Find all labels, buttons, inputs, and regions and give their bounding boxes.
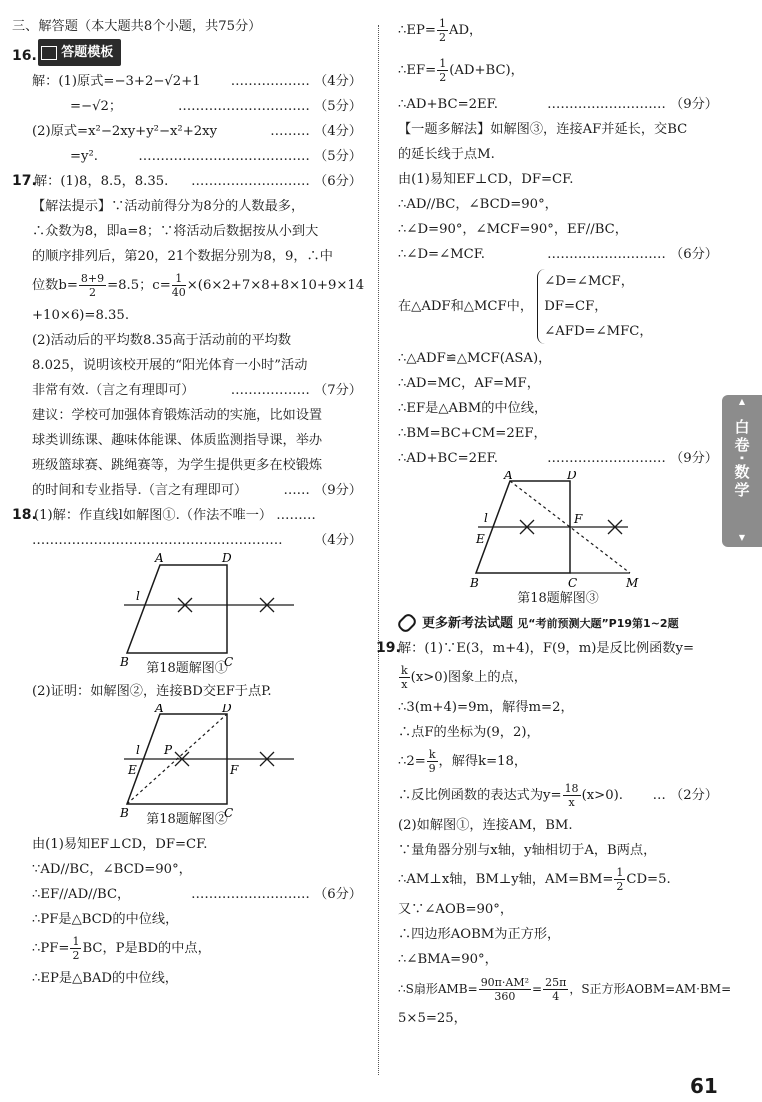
q17-line8: 8.025，说明该校开展的“阳光体育一小时”活动: [32, 357, 308, 373]
q18-right-line11: ∴△ADF≌△MCF(ASA)，: [398, 351, 552, 366]
more-questions-banner: 更多新考法试题 见“考前预测大题”P19第1~2题: [398, 611, 718, 636]
q17-line12: 班级篮球赛、跳绳赛等，为学生提供更多在校锻炼: [32, 457, 323, 473]
svg-text:M: M: [626, 576, 639, 590]
q16-header: [12, 39, 362, 69]
q18-line1: 18.(1)解：作直线l如解图①.（作法不唯一） ………: [12, 506, 316, 523]
q19-line7: (2)如解图①，连接AM，BM.: [398, 818, 573, 833]
q18-right-line10: 在△ADF和△MCF中， ∠D=∠MCF， DF=CF， ∠AFD=∠MFC，: [398, 269, 718, 344]
q18-line3: (2)证明：如解图②，连接BD交EF于点P.: [32, 683, 272, 699]
svg-text:B: B: [470, 576, 479, 590]
q19-line9: ∴AM⊥x轴，BM⊥y轴，AM=BM= $\frac{1}{2}$ CD=5.: [398, 866, 671, 893]
svg-text:E: E: [476, 532, 485, 546]
svg-text:C: C: [224, 805, 234, 820]
svg-text:D: D: [222, 552, 232, 565]
figure-18-2: [12, 704, 362, 826]
q18-right-line9: ∴∠D=∠MCF. ……………………… （6分）: [398, 247, 718, 262]
q19-line10: 又∵∠AOB=90°，: [398, 902, 514, 917]
q16-number: 16.: [12, 47, 37, 64]
section-title: 三、解答题（本大题共8个小题，共75分）: [12, 19, 262, 34]
q16-line2: =−√2； ………………………… （5分）: [70, 98, 362, 114]
q16-line1: 解：(1)原式=−3+2−√2+1 ……………… （4分）: [32, 73, 362, 89]
q18-right-line5: 的延长线于点M.: [398, 147, 495, 162]
q19-line11: ∴四边形AOBM为正方形，: [398, 927, 561, 942]
q17-line13: 的时间和专业指导.（言之有理即可） …… （9分）: [32, 482, 362, 498]
q18-line6: ∴EF//AD//BC， ……………………… （6分）: [32, 886, 362, 902]
svg-text:C: C: [568, 576, 578, 590]
q17-line7: (2)活动后的平均数8.35高于活动前的平均数: [32, 332, 292, 348]
svg-text:A: A: [504, 471, 513, 482]
svg-text:l: l: [484, 511, 488, 525]
svg-text:C: C: [224, 654, 234, 669]
q18-right-line13: ∴EF是△ABM的中位线，: [398, 401, 548, 416]
q18-right-line3: ∴AD+BC=2EF. ……………………… （9分）: [398, 97, 718, 112]
svg-text:A: A: [155, 703, 164, 715]
q17-line10: 建议：学校可加强体育锻炼活动的实施，比如设置: [32, 407, 323, 423]
q19-line4: ∴点F的坐标为(9，2)，: [398, 725, 540, 740]
left-column: [12, 14, 365, 991]
q17-line3: ∴众数为8，即a=8；∵将活动后数据按从小到大: [32, 223, 319, 239]
q18-right-line1: ∴EP= $\frac{1}{2}$ AD，: [398, 17, 483, 44]
svg-text:D: D: [222, 703, 232, 715]
answer-template-badge: 答题模板: [38, 39, 121, 66]
figure-18-3: [398, 471, 718, 607]
q16-line4: =y². ………………………………… （5分）: [70, 148, 362, 164]
q18-line7: ∴PF是△BCD的中位线，: [32, 911, 179, 927]
subject-side-tab-label: 白卷·数学: [732, 419, 751, 500]
svg-text:D: D: [567, 471, 577, 482]
q19-line2: $\frac{k}{x}$ (x>0)图象上的点，: [401, 664, 527, 691]
q18-right-line12: ∴AD=MC，AF=MF，: [398, 376, 540, 391]
q19-line12: ∴∠BMA=90°，: [398, 952, 498, 967]
q19-line1: 19.解：(1)∵E(3，m+4)，F(9，m)是反比例函数y=: [376, 640, 695, 656]
svg-text:F: F: [574, 512, 583, 526]
q17-line2: 【解法提示】∵活动前得分为8分的人数最多，: [32, 198, 305, 214]
q19-line13: ∴S扇形AMB= $\frac{\text{90π·AM²}}{360}$ = $\frac{25\pi}{4}$ ，S正方形AOBM=AM·BM=: [398, 976, 732, 1003]
svg-text:E: E: [128, 762, 137, 777]
svg-text:A: A: [155, 552, 164, 565]
right-column: [376, 14, 732, 1031]
q19-line8: ∵量角器分别与x轴，y轴相切于A，B两点，: [398, 843, 657, 858]
figure-18-3-svg: [398, 471, 718, 591]
q17-line4: 的顺序排列后，第20，21个数据分别为8，9，∴中: [32, 248, 333, 264]
q19-line3: ∴3(m+4)=9m，解得m=2，: [398, 700, 574, 715]
q18-right-line14: ∴BM=BC+CM=2EF，: [398, 426, 547, 441]
q17-line11: 球类训练课、趣味体能课、体质监测指导课，举办: [32, 432, 323, 448]
up-arrow-icon: ▲: [738, 397, 746, 406]
svg-text:B: B: [120, 805, 129, 820]
q17-line5: 位数b= $\frac{8+9}{2}$ =8.5；c= $\frac{1}{40}$ ×(6×2+7×8+8×10+9×14: [32, 271, 365, 299]
q18-right-line8: ∴∠D=90°，∠MCF=90°，EF//BC，: [398, 222, 628, 237]
figure-18-1-caption: 第18题解图①: [146, 660, 228, 676]
q17-line1: 17.解：(1)8，8.5，8.35. ……………………… （6分）: [12, 172, 362, 189]
svg-text:P: P: [164, 742, 173, 757]
svg-text:l: l: [136, 588, 140, 603]
q17-line9: 非常有效.（言之有理即可） ……………… （7分）: [32, 382, 362, 398]
subject-side-tab: [722, 395, 762, 547]
q17-line6: +10×6)=8.35.: [32, 307, 130, 323]
congruence-conditions: ∠D=∠MCF， DF=CF， ∠AFD=∠MFC，: [537, 269, 652, 344]
q19-line5: ∴2= $\frac{k}{9}$ ，解得k=18，: [398, 748, 528, 775]
q19-line14: 5×5=25，: [398, 1011, 467, 1026]
book-icon: [41, 46, 57, 60]
q18-right-line15: ∴AD+BC=2EF. ……………………… （9分）: [398, 451, 718, 466]
down-arrow-icon: ▼: [738, 533, 746, 542]
q18-right-line2: ∴EF= $\frac{1}{2}$ (AD+BC)，: [398, 57, 524, 84]
figure-18-3-caption: 第18题解图③: [517, 591, 599, 606]
q18-line5: ∵AD//BC，∠BCD=90°，: [32, 861, 192, 877]
q18-line9: ∴EP是△BAD的中位线，: [32, 970, 178, 986]
q18-line8: ∴PF= $\frac{1}{2}$ BC，P是BD的中点，: [32, 934, 211, 962]
q18-right-line4: 【一题多解法】如解图③，连接AF并延长，交BC: [398, 122, 688, 137]
q19-line6: ∴反比例函数的表达式为y= $\frac{18}{x}$ (x>0). … （2分）: [398, 782, 718, 809]
q18-line4: 由(1)易知EF⊥CD，DF=CF.: [32, 836, 208, 852]
svg-text:F: F: [230, 762, 239, 777]
q18-right-line6: 由(1)易知EF⊥CD，DF=CF.: [398, 172, 574, 187]
q16-line3: (2)原式=x²−2xy+y²−x²+2xy ……… （4分）: [32, 123, 362, 139]
q18-right-line7: ∴AD//BC，∠BCD=90°，: [398, 197, 558, 212]
q18-line2: ………………………………………………… （4分）: [32, 532, 362, 548]
svg-text:B: B: [120, 654, 129, 669]
page-number: 61: [690, 1074, 718, 1098]
link-icon: [396, 612, 419, 635]
figure-18-2-caption: 第18题解图②: [146, 811, 228, 827]
svg-text:l: l: [136, 742, 140, 757]
column-divider: [378, 25, 379, 1075]
figure-18-1: [12, 553, 362, 675]
